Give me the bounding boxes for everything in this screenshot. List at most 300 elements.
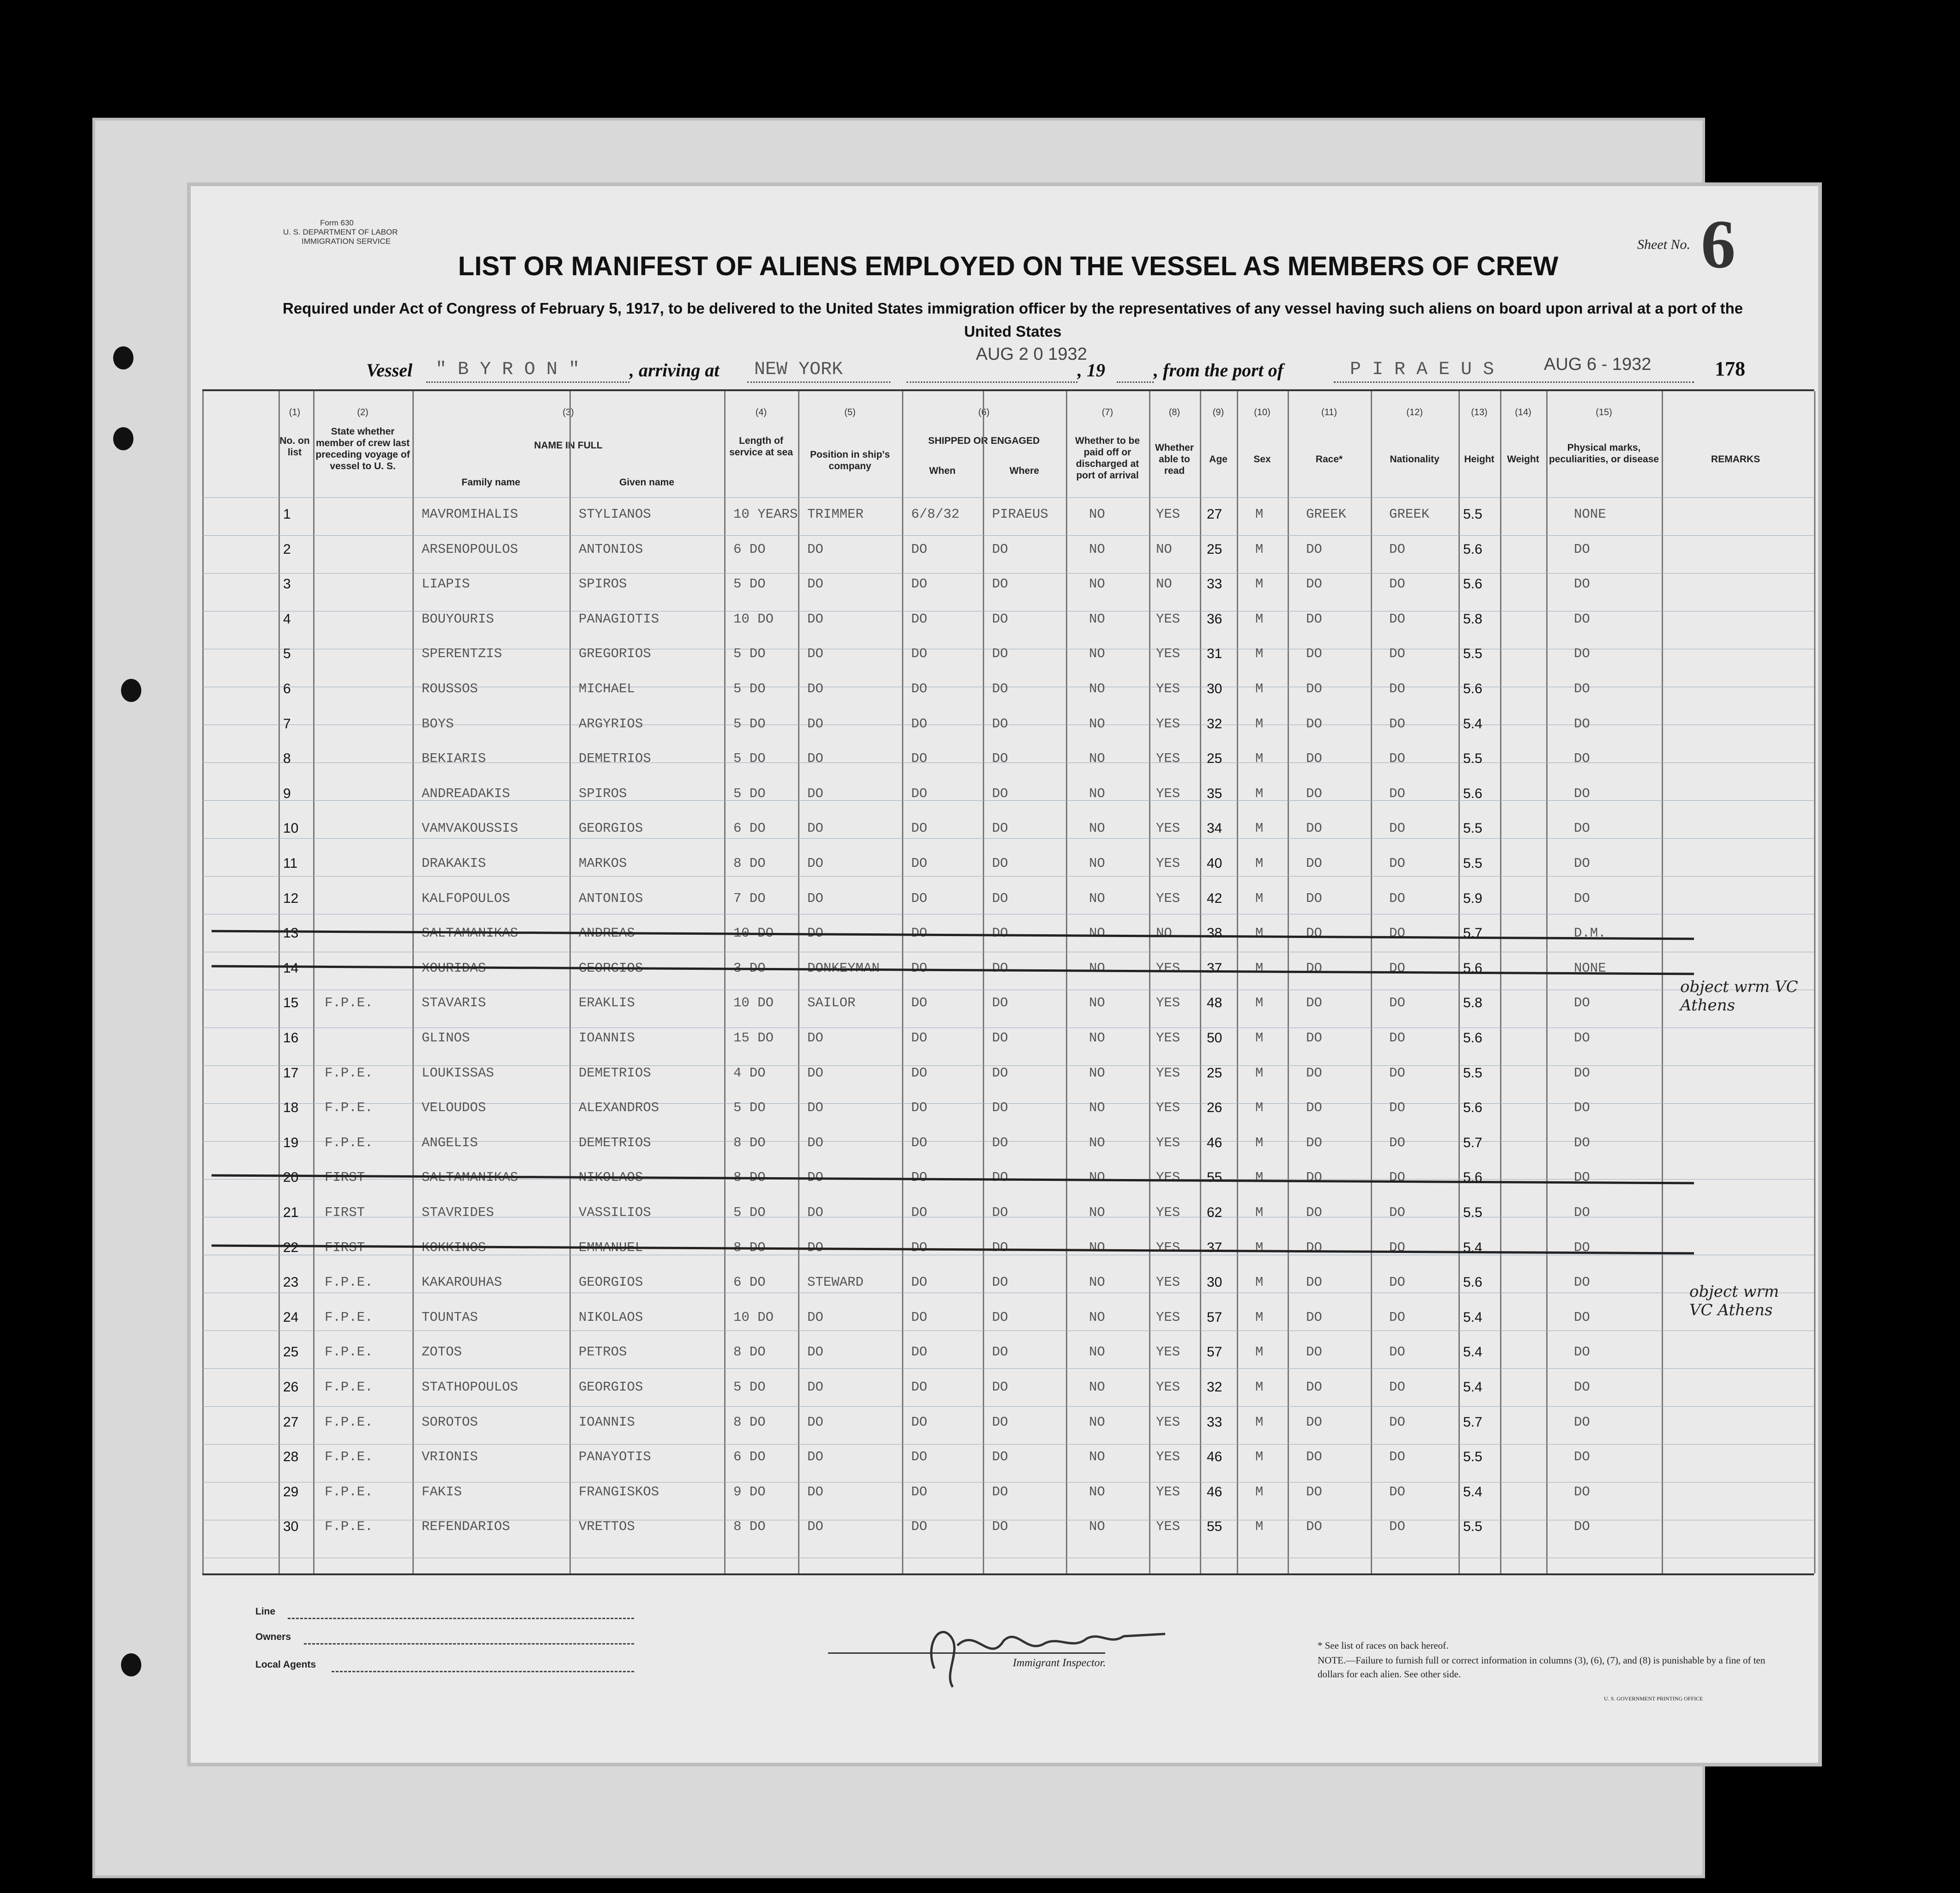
col-shipped-or-engaged: SHIPPED OR ENGAGED	[928, 435, 1040, 446]
cell-sex: M	[1255, 925, 1264, 941]
cell-where: DO	[992, 751, 1008, 767]
page-title: LIST OR MANIFEST OF ALIENS EMPLOYED ON THE VESSEL AS MEMBERS OF CREW	[458, 251, 1559, 281]
cell-sex: M	[1255, 681, 1264, 696]
cell-when: DO	[911, 856, 927, 871]
cell-position: DO	[807, 1065, 823, 1081]
cell-read: NO	[1156, 925, 1172, 941]
cell-race: DO	[1306, 1414, 1322, 1430]
cell-marks: DO	[1574, 681, 1590, 696]
cell-height: 5.5	[1463, 856, 1482, 871]
cell-marks: DO	[1574, 646, 1590, 662]
cell-position: DO	[807, 1484, 823, 1500]
cell-family: ARSENOPOULOS	[422, 541, 518, 557]
table-row	[202, 1026, 1814, 1058]
col-3-number: (3)	[563, 407, 574, 417]
owners-label: Owners	[255, 1632, 291, 1642]
cell-age: 36	[1207, 611, 1222, 627]
cell-age: 38	[1207, 925, 1222, 941]
col-remarks: REMARKS	[1711, 454, 1760, 465]
cell-where: DO	[992, 856, 1008, 871]
cell-when: DO	[911, 716, 927, 732]
cell-height: 5.6	[1463, 1100, 1482, 1116]
cell-no: 30	[283, 1519, 299, 1535]
cell-given: PANAYOTIS	[579, 1449, 651, 1465]
cell-age: 57	[1207, 1344, 1222, 1360]
cell-nat: DO	[1389, 821, 1405, 836]
cell-family: MAVROMIHALIS	[422, 507, 518, 522]
col-nationality: Nationality	[1390, 454, 1440, 465]
cell-height: 5.4	[1463, 1344, 1482, 1360]
cell-when: DO	[911, 1100, 927, 1116]
col-physical-marks: Physical marks, peculiarities, or disease	[1549, 442, 1659, 465]
department-name: U. S. DEPARTMENT OF LABOR	[283, 228, 398, 236]
cell-marks: DO	[1574, 1240, 1590, 1255]
cell-where: DO	[992, 646, 1008, 662]
cell-where: DO	[992, 541, 1008, 557]
cell-family: GLINOS	[422, 1030, 470, 1046]
cell-family: ANGELIS	[422, 1135, 478, 1150]
cell-read: YES	[1156, 611, 1180, 627]
cell-sex: M	[1255, 960, 1264, 976]
cell-paid: NO	[1089, 507, 1105, 522]
binder-hole	[113, 427, 133, 450]
col-given-name: Given name	[619, 477, 675, 488]
cell-age: 40	[1207, 856, 1222, 871]
cell-height: 5.4	[1463, 1240, 1482, 1255]
cell-height: 5.8	[1463, 611, 1482, 627]
cell-nat: DO	[1389, 1135, 1405, 1150]
cell-age: 55	[1207, 1170, 1222, 1185]
col-10-number: (10)	[1254, 407, 1270, 417]
cell-when: DO	[911, 1519, 927, 1535]
col-12-number: (12)	[1406, 407, 1423, 417]
cell-race: DO	[1306, 960, 1322, 976]
cell-read: YES	[1156, 1275, 1180, 1290]
cell-sex: M	[1255, 1484, 1264, 1500]
cell-position: DO	[807, 1100, 823, 1116]
cell-paid: NO	[1089, 1135, 1105, 1150]
cell-service: 5 DO	[733, 646, 766, 662]
cell-sex: M	[1255, 1344, 1264, 1360]
departure-date-stamp: AUG 6 - 1932	[1544, 355, 1651, 374]
cell-service: 9 DO	[733, 1484, 766, 1500]
cell-race: DO	[1306, 1379, 1322, 1395]
arrival-date-stamp: AUG 2 0 1932	[976, 345, 1087, 364]
table-row	[202, 1235, 1814, 1268]
cell-given: ANTONIOS	[579, 541, 643, 557]
col-4-number: (4)	[755, 407, 767, 417]
cell-height: 5.5	[1463, 1065, 1482, 1081]
line-label: Line	[255, 1606, 276, 1617]
cell-when: DO	[911, 681, 927, 696]
cell-nat: DO	[1389, 1309, 1405, 1325]
cell-where: DO	[992, 1519, 1008, 1535]
cell-marks: DO	[1574, 1275, 1590, 1290]
cell-no: 21	[283, 1205, 299, 1220]
cell-sex: M	[1255, 1519, 1264, 1535]
cell-sex: M	[1255, 541, 1264, 557]
cell-paid: NO	[1089, 960, 1105, 976]
cell-race: DO	[1306, 1205, 1322, 1220]
table-row	[202, 677, 1814, 709]
cell-given: ALEXANDROS	[579, 1100, 659, 1116]
cell-nat: DO	[1389, 1240, 1405, 1255]
cell-nat: DO	[1389, 1170, 1405, 1185]
cell-nat: DO	[1389, 576, 1405, 592]
cell-when: DO	[911, 1170, 927, 1185]
cell-when: DO	[911, 960, 927, 976]
cell-when: DO	[911, 995, 927, 1011]
binder-hole	[121, 1653, 141, 1676]
cell-given: GREGORIOS	[579, 646, 651, 662]
arriving-label: , arriving at	[629, 360, 720, 381]
cell-height: 5.6	[1463, 1275, 1482, 1290]
cell-position: DO	[807, 1519, 823, 1535]
cell-paid: NO	[1089, 646, 1105, 662]
cell-no: 16	[283, 1030, 299, 1046]
cell-age: 37	[1207, 960, 1222, 976]
cell-no: 3	[283, 576, 291, 592]
cell-marks: NONE	[1574, 960, 1606, 976]
cell-sex: M	[1255, 507, 1264, 522]
cell-no: 9	[283, 786, 291, 801]
cell-paid: NO	[1089, 995, 1105, 1011]
cell-when: DO	[911, 1414, 927, 1430]
cell-height: 5.7	[1463, 925, 1482, 941]
cell-sex: M	[1255, 1065, 1264, 1081]
cell-where: PIRAEUS	[992, 507, 1048, 522]
cell-family: FAKIS	[422, 1484, 462, 1500]
cell-read: YES	[1156, 960, 1180, 976]
cell-age: 25	[1207, 1065, 1222, 1081]
cell-position: TRIMMER	[807, 507, 864, 522]
cell-sex: M	[1255, 611, 1264, 627]
cell-marks: DO	[1574, 890, 1590, 906]
cell-sex: M	[1255, 751, 1264, 767]
cell-age: 33	[1207, 1414, 1222, 1430]
cell-nat: DO	[1389, 681, 1405, 696]
cell-marks: DO	[1574, 1170, 1590, 1185]
cell-given: ANTONIOS	[579, 890, 643, 906]
cell-no: 5	[283, 646, 291, 662]
cell-paid: NO	[1089, 1519, 1105, 1535]
cell-family: TOUNTAS	[422, 1309, 478, 1325]
cell-where: DO	[992, 1135, 1008, 1150]
cell-race: DO	[1306, 1449, 1322, 1465]
page-subtitle: Required under Act of Congress of February 5, 1917, to be delivered to the United States immigration officer by the representatives of any vessel having such aliens on board upon arrival at a port of the United States	[282, 300, 1743, 340]
cell-paid: NO	[1089, 751, 1105, 767]
remark-note-22: object wrm VC Athens	[1689, 1282, 1779, 1319]
cell-when: DO	[911, 1205, 927, 1220]
col-able-to-read: Whether able to read	[1155, 442, 1194, 476]
col-previous-voyage: State whether member of crew last preceding voyage of vessel to U. S.	[315, 426, 410, 472]
col-race: Race*	[1315, 454, 1343, 465]
cell-sex: M	[1255, 1030, 1264, 1046]
cell-given: NIKOLAOS	[579, 1309, 643, 1325]
cell-read: YES	[1156, 1135, 1180, 1150]
cell-family: ANDREADAKIS	[422, 786, 510, 801]
cell-family: KOKKINOS	[422, 1240, 486, 1255]
table-row	[202, 1200, 1814, 1233]
cell-paid: NO	[1089, 1205, 1105, 1220]
cell-no: 22	[283, 1240, 299, 1255]
cell-nat: DO	[1389, 1379, 1405, 1395]
cell-given: NIKOLAOS	[579, 1170, 643, 1185]
cell-read: NO	[1156, 576, 1172, 592]
cell-given: MICHAEL	[579, 681, 635, 696]
cell-given: EMMANUEL	[579, 1240, 643, 1255]
cell-sex: M	[1255, 1379, 1264, 1395]
cell-paid: NO	[1089, 1275, 1105, 1290]
cell-race: DO	[1306, 995, 1322, 1011]
cell-height: 5.6	[1463, 681, 1482, 696]
cell-prev: F.P.E.	[325, 1414, 373, 1430]
col-15-number: (15)	[1596, 407, 1612, 417]
cell-position: DO	[807, 890, 823, 906]
cell-no: 27	[283, 1414, 299, 1430]
cell-race: DO	[1306, 716, 1322, 732]
cell-read: YES	[1156, 1379, 1180, 1395]
cell-height: 5.4	[1463, 1484, 1482, 1500]
cell-read: YES	[1156, 1100, 1180, 1116]
cell-height: 5.6	[1463, 1030, 1482, 1046]
cell-nat: DO	[1389, 611, 1405, 627]
cell-position: DO	[807, 576, 823, 592]
cell-paid: NO	[1089, 1065, 1105, 1081]
cell-service: 8 DO	[733, 1519, 766, 1535]
cell-position: DO	[807, 1030, 823, 1046]
table-row	[202, 956, 1814, 988]
table-row	[202, 1270, 1814, 1302]
cell-service: 5 DO	[733, 786, 766, 801]
cell-where: DO	[992, 1205, 1008, 1220]
cell-service: 8 DO	[733, 1170, 766, 1185]
cell-paid: NO	[1089, 786, 1105, 801]
table-row	[202, 886, 1814, 919]
cell-service: 8 DO	[733, 1135, 766, 1150]
cell-nat: DO	[1389, 1484, 1405, 1500]
cell-where: DO	[992, 786, 1008, 801]
inspector-label: Immigrant Inspector.	[1013, 1657, 1106, 1669]
table-row	[202, 851, 1814, 883]
cell-nat: DO	[1389, 1414, 1405, 1430]
cell-service: 5 DO	[733, 1100, 766, 1116]
cell-age: 32	[1207, 716, 1222, 732]
cell-prev: F.P.E.	[325, 1344, 373, 1360]
cell-read: YES	[1156, 1240, 1180, 1255]
cell-sex: M	[1255, 786, 1264, 801]
cell-age: 25	[1207, 751, 1222, 767]
cell-paid: NO	[1089, 1379, 1105, 1395]
cell-service: 8 DO	[733, 1344, 766, 1360]
cell-where: DO	[992, 890, 1008, 906]
cell-no: 14	[283, 960, 299, 976]
cell-nat: DO	[1389, 1519, 1405, 1535]
cell-read: YES	[1156, 1449, 1180, 1465]
cell-no: 11	[283, 856, 298, 871]
cell-given: ANDREAS	[579, 925, 635, 941]
column-rule	[1814, 391, 1815, 1573]
cell-prev: F.P.E.	[325, 1065, 373, 1081]
cell-where: DO	[992, 1240, 1008, 1255]
cell-no: 26	[283, 1379, 299, 1395]
cell-when: DO	[911, 786, 927, 801]
cell-nat: DO	[1389, 995, 1405, 1011]
col-8-number: (8)	[1168, 407, 1180, 417]
cell-race: DO	[1306, 821, 1322, 836]
cell-given: DEMETRIOS	[579, 1135, 651, 1150]
cell-given: STYLIANOS	[579, 507, 651, 522]
table-row	[202, 1305, 1814, 1337]
cell-read: NO	[1156, 541, 1172, 557]
cell-marks: NONE	[1574, 507, 1606, 522]
cell-height: 5.5	[1463, 646, 1482, 662]
cell-service: 5 DO	[733, 1205, 766, 1220]
table-row	[202, 1514, 1814, 1547]
cell-age: 37	[1207, 1240, 1222, 1255]
cell-height: 5.5	[1463, 1205, 1482, 1220]
cell-nat: DO	[1389, 890, 1405, 906]
cell-read: YES	[1156, 995, 1180, 1011]
cell-race: DO	[1306, 611, 1322, 627]
cell-nat: DO	[1389, 1205, 1405, 1220]
cell-read: YES	[1156, 856, 1180, 871]
cell-nat: DO	[1389, 856, 1405, 871]
cell-marks: DO	[1574, 1100, 1590, 1116]
cell-height: 5.6	[1463, 786, 1482, 801]
cell-position: DO	[807, 646, 823, 662]
cell-marks: DO	[1574, 611, 1590, 627]
cell-age: 46	[1207, 1484, 1222, 1500]
cell-no: 29	[283, 1484, 299, 1500]
cell-family: KAKAROUHAS	[422, 1275, 502, 1290]
cell-race: DO	[1306, 856, 1322, 871]
cell-paid: NO	[1089, 1170, 1105, 1185]
table-row	[202, 1410, 1814, 1442]
cell-position: DO	[807, 1240, 823, 1255]
cell-sex: M	[1255, 1170, 1264, 1185]
cell-family: SALTAMANIKAS	[422, 925, 518, 941]
table-row	[202, 712, 1814, 744]
cell-age: 35	[1207, 786, 1222, 801]
cell-paid: NO	[1089, 1484, 1105, 1500]
cell-service: 6 DO	[733, 821, 766, 836]
cell-no: 17	[283, 1065, 299, 1081]
cell-given: VASSILIOS	[579, 1205, 651, 1220]
cell-race: DO	[1306, 646, 1322, 662]
col-no-on-list: No. on list	[279, 435, 310, 458]
cell-marks: DO	[1574, 1484, 1590, 1500]
cell-no: 7	[283, 716, 291, 732]
cell-read: YES	[1156, 821, 1180, 836]
cell-nat: DO	[1389, 716, 1405, 732]
cell-no: 24	[283, 1309, 299, 1325]
cell-nat: DO	[1389, 786, 1405, 801]
year-label: , 19	[1077, 360, 1105, 381]
cell-age: 50	[1207, 1030, 1222, 1046]
row-rule	[202, 535, 1814, 536]
crew-manifest-table	[202, 389, 1814, 1575]
cell-age: 31	[1207, 646, 1222, 662]
cell-family: BOUYOURIS	[422, 611, 494, 627]
cell-when: DO	[911, 1449, 927, 1465]
cell-read: YES	[1156, 786, 1180, 801]
cell-marks: DO	[1574, 1309, 1590, 1325]
cell-no: 1	[283, 507, 291, 522]
cell-when: DO	[911, 1309, 927, 1325]
cell-position: DO	[807, 786, 823, 801]
binder-hole	[121, 679, 141, 702]
cell-service: 5 DO	[733, 1379, 766, 1395]
cell-marks: DO	[1574, 751, 1590, 767]
cell-marks: DO	[1574, 995, 1590, 1011]
col-paid-off: Whether to be paid off or discharged at port of arrival	[1075, 435, 1140, 481]
cell-service: 10 YEARS	[733, 507, 798, 522]
footnote-penalty: NOTE.—Failure to furnish full or correct information in columns (3), (6), (7), and (8) is punishable by a fine of ten dollars for each alien. See other side.	[1318, 1655, 1766, 1680]
cell-paid: NO	[1089, 681, 1105, 696]
cell-position: DO	[807, 1379, 823, 1395]
cell-given: FRANGISKOS	[579, 1484, 659, 1500]
cell-where: DO	[992, 1170, 1008, 1185]
cell-marks: D.M.	[1574, 925, 1606, 941]
cell-where: DO	[992, 1275, 1008, 1290]
cell-prev: F.P.E.	[325, 995, 373, 1011]
cell-when: DO	[911, 611, 927, 627]
cell-race: DO	[1306, 1344, 1322, 1360]
cell-when: DO	[911, 1135, 927, 1150]
cell-marks: DO	[1574, 1135, 1590, 1150]
cell-no: 25	[283, 1344, 299, 1360]
cell-prev: F.P.E.	[325, 1275, 373, 1290]
cell-height: 5.7	[1463, 1414, 1482, 1430]
cell-race: DO	[1306, 1240, 1322, 1255]
cell-given: IOANNIS	[579, 1414, 635, 1430]
cell-when: DO	[911, 751, 927, 767]
cell-no: 23	[283, 1275, 299, 1290]
cell-when: DO	[911, 1240, 927, 1255]
cell-nat: GREEK	[1389, 507, 1430, 522]
cell-nat: DO	[1389, 1449, 1405, 1465]
cell-no: 18	[283, 1100, 299, 1116]
cell-position: DO	[807, 1309, 823, 1325]
col-position: Position in ship's company	[810, 449, 890, 472]
table-row	[202, 781, 1814, 814]
cell-read: YES	[1156, 1205, 1180, 1220]
cell-height: 5.7	[1463, 1135, 1482, 1150]
cell-marks: DO	[1574, 856, 1590, 871]
cell-marks: DO	[1574, 716, 1590, 732]
cell-family: ROUSSOS	[422, 681, 478, 696]
cell-when: DO	[911, 890, 927, 906]
cell-race: GREEK	[1306, 507, 1347, 522]
cell-height: 5.6	[1463, 960, 1482, 976]
table-row	[202, 502, 1814, 534]
cell-sex: M	[1255, 821, 1264, 836]
arriving-port: NEW YORK	[754, 359, 843, 380]
col-sex: Sex	[1253, 454, 1271, 465]
cell-paid: NO	[1089, 1030, 1105, 1046]
table-row	[202, 537, 1814, 569]
cell-position: DO	[807, 611, 823, 627]
table-row	[202, 816, 1814, 848]
cell-family: VRIONIS	[422, 1449, 478, 1465]
binder-hole	[113, 346, 133, 369]
cell-age: 42	[1207, 890, 1222, 906]
cell-height: 5.4	[1463, 1309, 1482, 1325]
from-port: P I R A E U S	[1350, 359, 1494, 380]
cell-service: 3 DO	[733, 960, 766, 976]
cell-family: STATHOPOULOS	[422, 1379, 518, 1395]
